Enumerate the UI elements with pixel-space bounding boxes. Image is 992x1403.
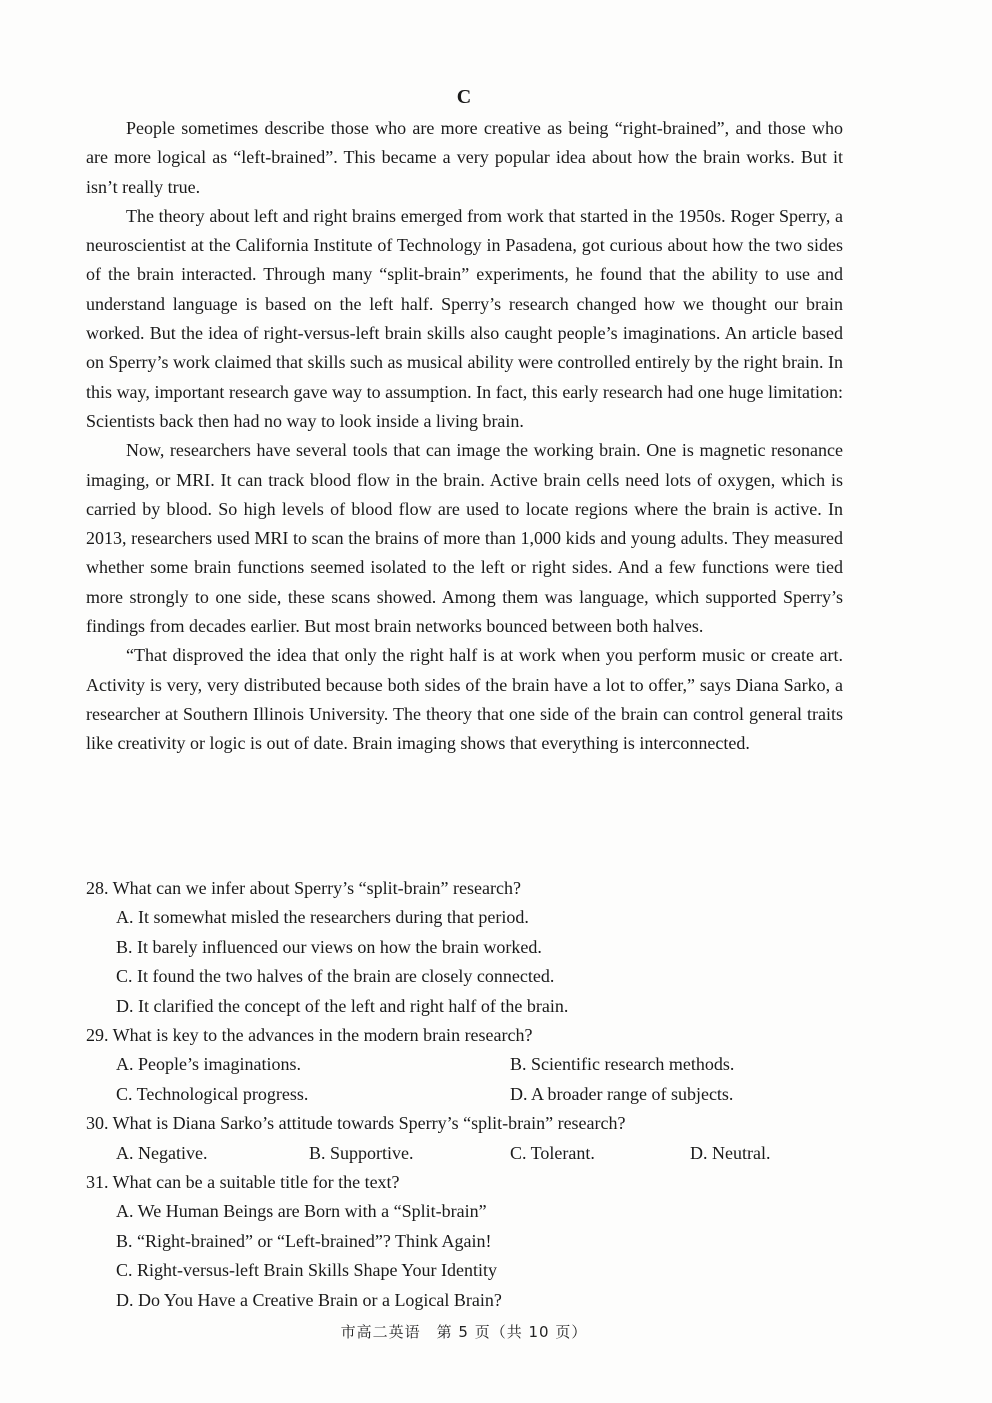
question-28-option-a: A. It somewhat misled the researchers during that period.	[116, 907, 529, 928]
question-30-options-row	[86, 1139, 846, 1168]
question-31-option-a: A. We Human Beings are Born with a “Split-brain”	[116, 1201, 487, 1222]
question-28-option-b: B. It barely influenced our views on how the brain worked.	[116, 936, 542, 957]
passage-paragraph-1: People sometimes describe those who are more creative as being “right-brained”, and those who are more logical as “left-brained”. This became a very popular idea about how the brain works. But it isn’t really true.	[86, 118, 843, 197]
question-30-stem: 30. What is Diana Sarko’s attitude towards Sperry’s “split-brain” research?	[86, 1113, 626, 1134]
reading-passage	[86, 114, 843, 759]
question-list	[86, 874, 846, 1315]
question-30-option-c: C. Tolerant.	[510, 1142, 595, 1163]
question-28-stem: 28. What can we infer about Sperry’s “split-brain” research?	[86, 878, 521, 898]
section-label: C	[456, 86, 472, 108]
question-30-option-a: A. Negative.	[116, 1142, 208, 1163]
question-30-option-d: D. Neutral.	[690, 1142, 771, 1163]
question-28-option-c: C. It found the two halves of the brain are closely connected.	[116, 966, 555, 987]
question-29-stem: 29. What is key to the advances in the modern brain research?	[86, 1025, 533, 1046]
question-30-option-b: B. Supportive.	[309, 1142, 414, 1163]
passage-paragraph-4: “That disproved the idea that only the right half is at work when you perform music or create art. Activity is very, very distributed because both sides of the brain have a lot to offer,” says Diana Sarko, a researcher at Southern Illinois University. The theory that one side of the brain can control general traits like creativity or logic is out of date. Brain imaging shows that everything is interconnected.	[86, 645, 843, 754]
question-29-option-c: C. Technological progress.	[116, 1083, 309, 1104]
question-31-option-c: C. Right-versus-left Brain Skills Shape Your Identity	[116, 1260, 497, 1281]
question-29-options-row-1	[86, 1050, 846, 1079]
question-31-option-d: D. Do You Have a Creative Brain or a Logical Brain?	[116, 1289, 502, 1310]
question-31-option-b: B. “Right-brained” or “Left-brained”? Think Again!	[116, 1230, 492, 1251]
question-28-option-d: D. It clarified the concept of the left and right half of the brain.	[116, 995, 569, 1016]
question-31-stem: 31. What can be a suitable title for the text?	[86, 1172, 400, 1193]
passage-paragraph-2: The theory about left and right brains emerged from work that started in the 1950s. Roger Sperry, a neuroscientist at the California Institute of Technology in Pasadena, got curious about how the two sides of the brain interacted. Through many “split-brain” experiments, he found that the ability to use and understand language is based on the left half. Sperry’s research changed how we thought our brain worked. But the idea of right-versus-left brain skills also caught people’s imaginations. An article based on Sperry’s work claimed that skills such as musical ability were controlled entirely by the right brain. In this way, important research gave way to assumption. In fact, this early research had one huge limitation: Scientists back then had no way to look inside a living brain.	[86, 205, 843, 431]
question-29-option-b: B. Scientific research methods.	[510, 1054, 735, 1075]
question-29-option-a: A. People’s imaginations.	[116, 1054, 301, 1075]
page-footer: 市高二英语 第 5 页（共 10 页）	[340, 1323, 588, 1341]
passage-paragraph-3: Now, researchers have several tools that can image the working brain. One is magnetic resonance imaging, or MRI. It can track blood flow in the brain. Active brain cells need lots of oxygen, which is carried by blood. So high levels of blood flow are used to locate regions where the brain is active. In 2013, researchers used MRI to scan the brains of more than 1,000 kids and young adults. They measured whether some brain functions seemed isolated to the left or right sides. And a few functions were tied more strongly to one side, these scans showed. Among them was language, which supported Sperry’s findings from decades earlier. But most brain networks bounced between both halves.	[86, 440, 843, 637]
question-29-option-d: D. A broader range of subjects.	[510, 1083, 734, 1104]
question-29-options-row-2	[86, 1080, 846, 1109]
